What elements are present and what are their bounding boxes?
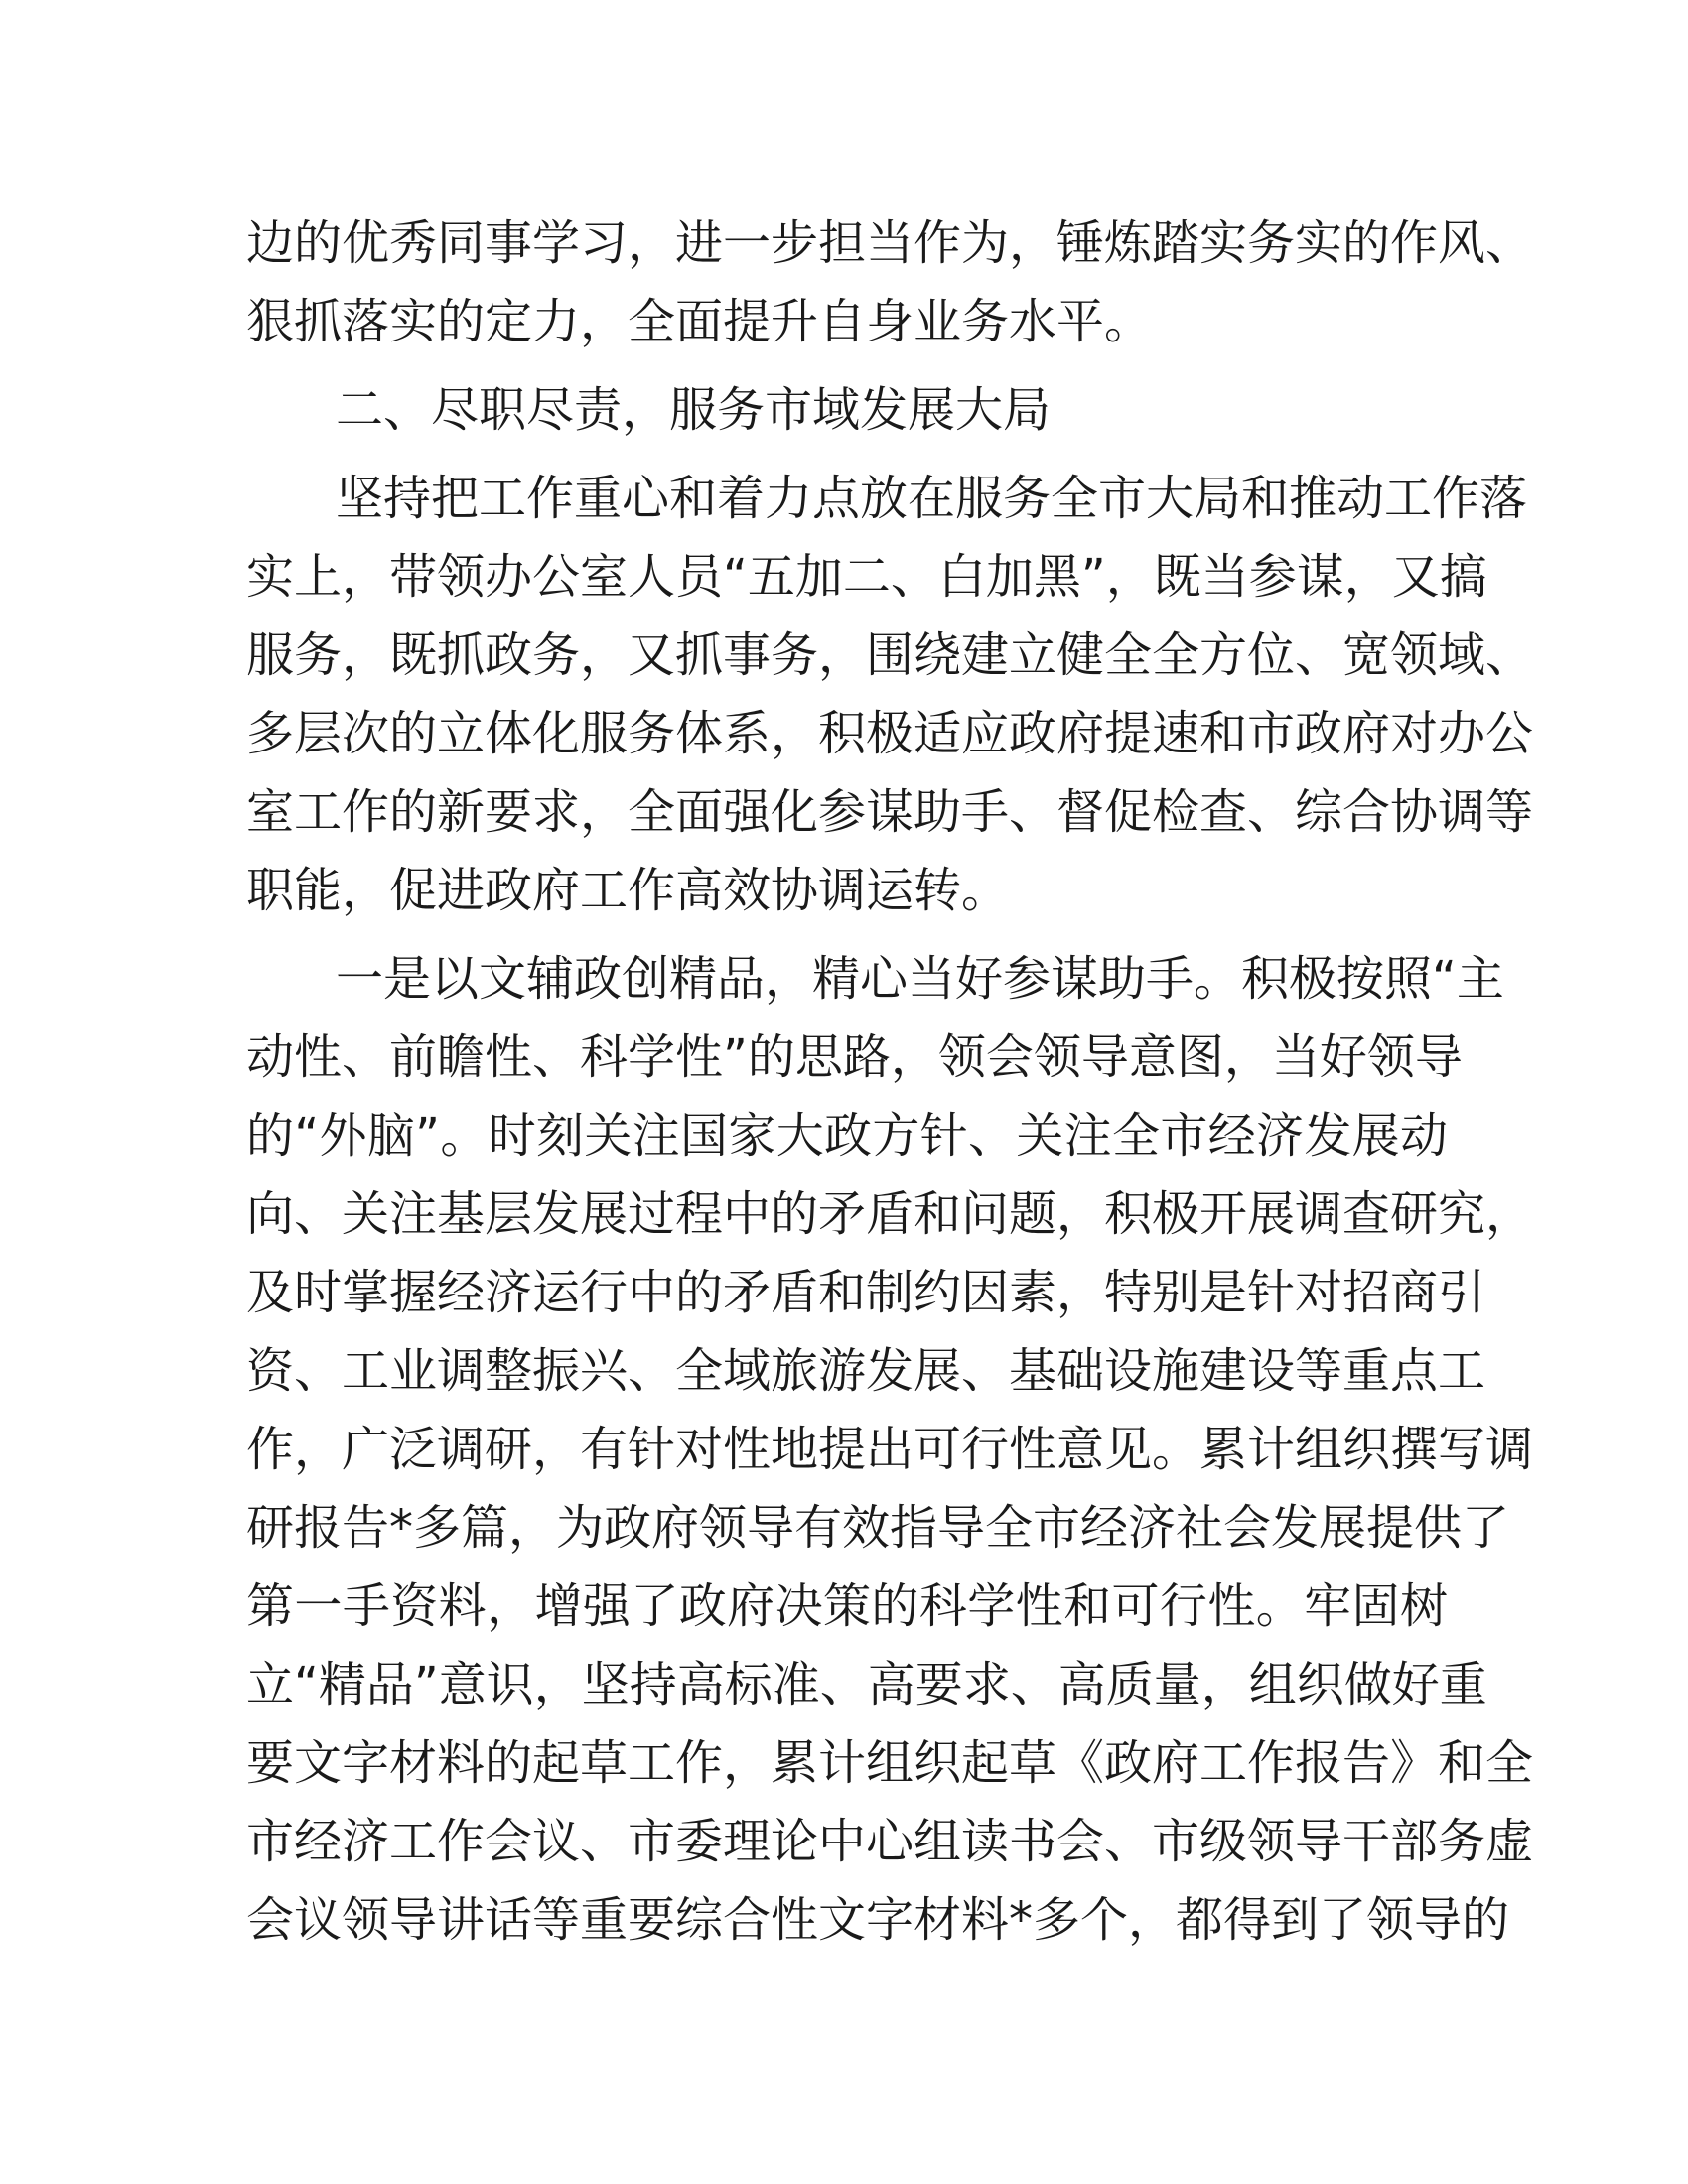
section-heading: 二、尽职尽责，服务市域发展大局 bbox=[336, 382, 1052, 438]
text-line: 资、工业调整振兴、全域旅游发展、基础设施建设等重点工 bbox=[246, 1343, 1486, 1399]
text-line: 坚持把工作重心和着力点放在服务全市大局和推动工作落 bbox=[336, 471, 1528, 526]
text-line: 及时掌握经济运行中的矛盾和制约因素，特别是针对招商引 bbox=[246, 1265, 1486, 1320]
text-line: 狠抓落实的定力，全面提升自身业务水平。 bbox=[246, 294, 1153, 349]
text-line: 的“外脑”。时刻关注国家大政方针、关注全市经济发展动 bbox=[246, 1108, 1448, 1163]
text-line: 边的优秀同事学习，进一步担当作为，锤炼踏实务实的作风、 bbox=[246, 215, 1534, 271]
text-line: 第一手资料，增强了政府决策的科学性和可行性。牢固树 bbox=[246, 1578, 1448, 1634]
text-line: 要文字材料的起草工作，累计组织起草《政府工作报告》和全 bbox=[246, 1735, 1534, 1791]
text-line: 市经济工作会议、市委理论中心组读书会、市级领导干部务虚 bbox=[246, 1814, 1534, 1869]
text-line: 作，广泛调研，有针对性地提出可行性意见。累计组织撰写调 bbox=[246, 1422, 1534, 1477]
text-line: 多层次的立体化服务体系，积极适应政府提速和市政府对办公 bbox=[246, 706, 1534, 761]
text-line: 研报告*多篇，为政府领导有效指导全市经济社会发展提供了 bbox=[246, 1500, 1510, 1556]
text-line: 职能，促进政府工作高效协调运转。 bbox=[246, 863, 1010, 918]
text-line: 动性、前瞻性、科学性”的思路，领会领导意图，当好领导 bbox=[246, 1029, 1463, 1085]
text-line: 服务，既抓政务，又抓事务，围绕建立健全全方位、宽领域、 bbox=[246, 627, 1534, 683]
text-line: 实上，带领办公室人员“五加二、白加黑”，既当参谋，又搞 bbox=[246, 549, 1487, 605]
text-line: 立“精品”意识，坚持高标准、高要求、高质量，组织做好重 bbox=[246, 1657, 1487, 1712]
text-line: 会议领导讲话等重要综合性文字材料*多个，都得到了领导的 bbox=[246, 1892, 1510, 1948]
text-line: 向、关注基层发展过程中的矛盾和问题，积极开展调查研究， bbox=[246, 1186, 1534, 1242]
text-line: 一是以文辅政创精品，精心当好参谋助手。积极按照“主 bbox=[336, 951, 1504, 1007]
text-line: 室工作的新要求，全面强化参谋助手、督促检查、综合协调等 bbox=[246, 784, 1534, 840]
